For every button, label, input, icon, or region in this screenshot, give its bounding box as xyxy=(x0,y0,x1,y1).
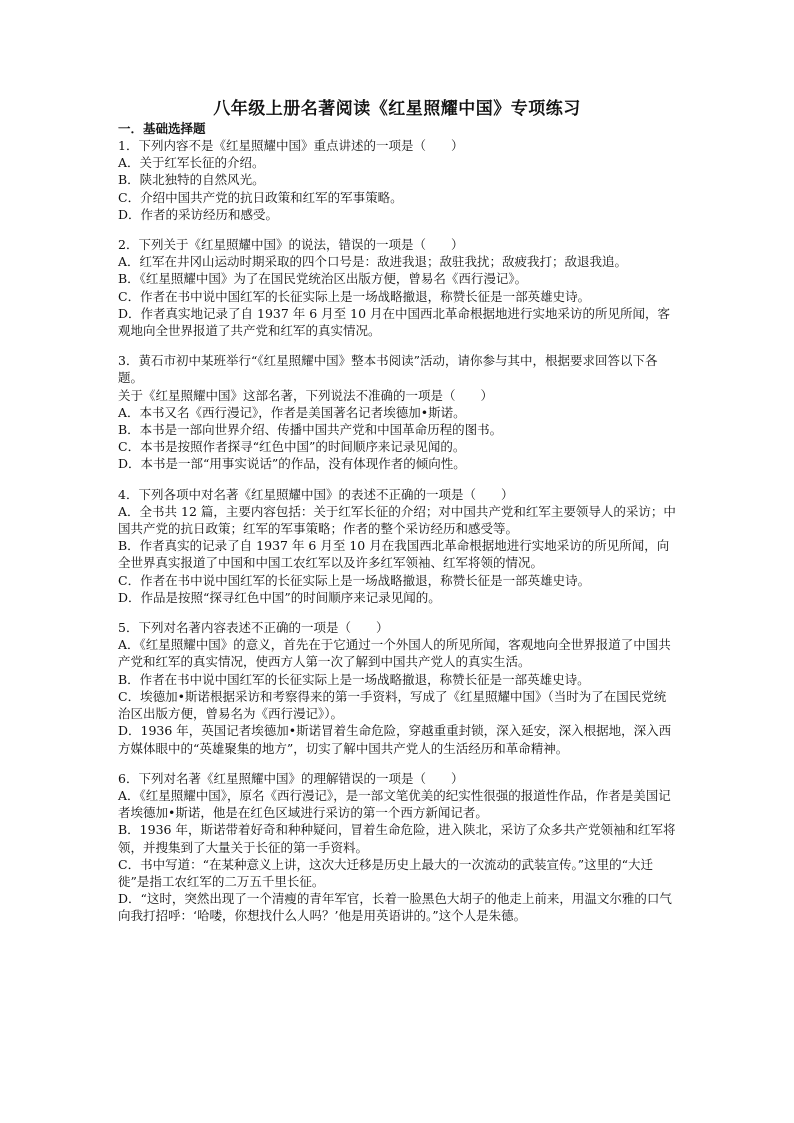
question-line: D．“这时，突然出现了一个清瘦的青年军官，长着一脸黑色大胡子的他走上前来，用温文尔雅的口气向我打招呼：‘哈喽，你想找什么人吗？’他是用英语讲的。”这个人是朱德。 xyxy=(118,891,672,924)
question-line: D．作者的采访经历和感受。 xyxy=(118,206,279,222)
question-2 xyxy=(118,236,676,339)
question-line: A．本书又名《西行漫记》，作者是美国著名记者埃德加•斯诺。 xyxy=(118,404,466,420)
question-line: B．1936 年，斯诺带着好奇和种种疑问，冒着生命危险，进入陕北，采访了众多共产党领袖和红军将领，并搜集到了大量关于长征的第一手资料。 xyxy=(118,822,676,855)
question-line: D．作品是按照“探寻红色中国”的时间顺序来记录见闻的。 xyxy=(118,589,441,605)
question-stem: 6．下列对名著《红星照耀中国》的理解错误的一项是（ ） xyxy=(118,770,464,786)
question-line: A．红军在井冈山运动时期采取的四个口号是：敌进我退；敌驻我扰；敌疲我打；敌退我追。 xyxy=(118,254,628,270)
question-list xyxy=(118,137,676,925)
question-stem: 4．下列各项中对名著《红星照耀中国》的表述不正确的一项是（ ） xyxy=(118,486,514,502)
question-line: A．《红星照耀中国》的意义，首先在于它通过一个外国人的所见所闻，客观地向全世界报道了中国共产党和红军的真实情况，使西方人第一次了解到中国共产党人的真实生活。 xyxy=(118,637,671,670)
question-line: C．作者在书中说中国红军的长征实际上是一场战略撤退，称赞长征是一部英雄史诗。 xyxy=(118,288,591,304)
question-line: B．作者真实的记录了自 1937 年 6 月至 10 月在我国西北革命根据地进行实地采访的所见所闻，向全世界真实报道了中国和中国工农红军以及许多红军领袖、红军将领的情况。 xyxy=(118,538,670,571)
question-line: C．介绍中国共产党的抗日政策和红军的军事策略。 xyxy=(118,189,403,205)
question-5 xyxy=(118,619,676,757)
question-line: A．关于红军长征的介绍。 xyxy=(118,155,265,171)
question-line: D．作者真实地记录了自 1937 年 6 月至 10 月在中国西北革命根据地进行实地采访的所见所闻，客观地向全世界报道了共产党和红军的真实情况。 xyxy=(118,305,671,339)
question-stem: 3．黄石市初中某班举行“《红星照耀中国》整本书阅读”活动，请你参与其中，根据要求回答以下各题。 xyxy=(118,353,658,386)
question-stem: 1．下列内容不是《红星照耀中国》重点讲述的一项是（ ） xyxy=(118,138,464,153)
question-line: A．《红星照耀中国》，原名《西行漫记》，是一部文笔优美的纪实性很强的报道性作品，作者是美国记者埃德加•斯诺，他是在红色区域进行采访的第一个西方新闻记者。 xyxy=(118,787,671,821)
question-line: C．埃德加•斯诺根据采访和考察得来的第一手资料，写成了《红星照耀中国》（当时为了在国民党统治区出版方便，曾易名为《西行漫记》）。 xyxy=(118,688,667,722)
question-line: B．《红星照耀中国》为了在国民党统治区出版方便，曾易名《西行漫记》。 xyxy=(118,271,528,287)
question-line: 关于《红星照耀中国》这部名著，下列说法不准确的一项是（ ） xyxy=(118,387,494,403)
question-line: B．作者在书中说中国红军的长征实际上是一场战略撤退，称赞长征是一部英雄史诗。 xyxy=(118,671,590,687)
question-line: B．本书是一部向世界介绍、传播中国共产党和中国革命历程的图书。 xyxy=(118,422,503,438)
question-line: C．本书是按照作者探寻“红色中国”的时间顺序来记录见闻的。 xyxy=(118,439,466,455)
section-heading: 一．基础选择题 xyxy=(118,121,206,136)
question-line: C．书中写道：“在某种意义上讲，这次大迁移是历史上最大的一次流动的武装宣传。”这里的“大迁徙”是指工农红军的二万五千里长征。 xyxy=(118,856,653,889)
question-stem: 5．下列对名著内容表述不正确的一项是（ ） xyxy=(118,620,389,636)
question-line: A．全书共 12 篇，主要内容包括：关于红军长征的介绍；对中国共产党和红军主要领导人的采访；中国共产党的抗日政策；红军的军事策略；作者的整个采访经历和感受等。 xyxy=(118,503,676,537)
question-line: B．陕北独特的自然风光。 xyxy=(118,172,265,188)
document-title: 八年级上册名著阅读《红星照耀中国》专项练习 xyxy=(213,99,581,119)
question-stem: 2．下列关于《红星照耀中国》的说法，错误的一项是（ ） xyxy=(118,237,464,253)
question-6 xyxy=(118,770,676,925)
question-4 xyxy=(118,486,676,606)
question-line: C．作者在书中说中国红军的长征实际上是一场战略撤退，称赞长征是一部英雄史诗。 xyxy=(118,572,591,588)
document-content xyxy=(118,98,676,925)
question-3 xyxy=(118,352,676,472)
question-line: D．1936 年，英国记者埃德加•斯诺冒着生命危险，穿越重重封锁，深入延安，深入根据地，深入西方媒体眼中的“英雄聚集的地方”，切实了解中国共产党人的生活经历和革命精神。 xyxy=(118,723,672,756)
question-line: D．本书是一部“用事实说话”的作品，没有体现作者的倾向性。 xyxy=(118,456,466,472)
question-1 xyxy=(118,137,676,223)
